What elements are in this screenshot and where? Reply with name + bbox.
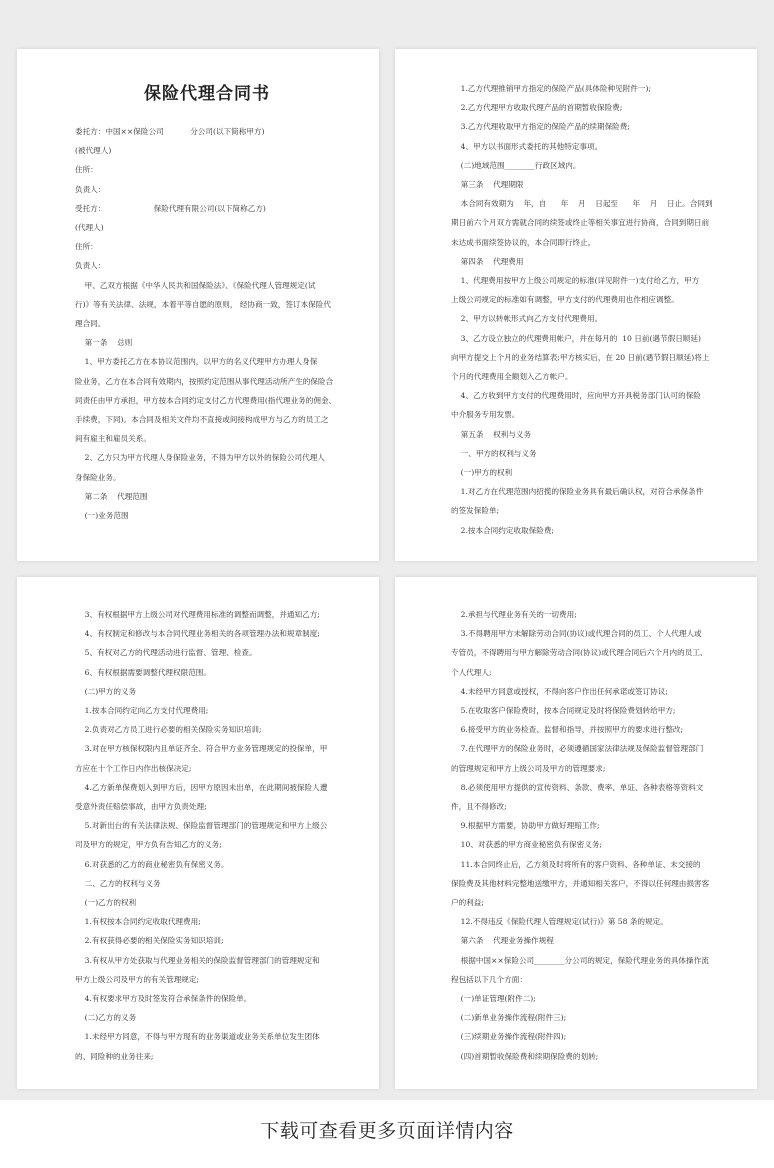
- body-line: 2.有权获得必要的相关保险实务知识培训;: [75, 936, 224, 946]
- section-heading: 第三条 代理期限: [451, 180, 524, 190]
- body-line: 7.在代理甲方的保险业务时，必须遵循国家法律法规及保险监督管理部门: [451, 744, 704, 754]
- body-line: 1.对乙方在代理范围内招揽的保险业务具有最后确认权，对符合承保条件: [451, 487, 704, 497]
- body-line: 5.对新出台的有关法律法规、保险监督管理部门的管理规定和甲方上级公: [75, 821, 328, 831]
- body-line: 的管理规定和甲方上级公司及甲方的管理要求;: [451, 763, 606, 773]
- body-line: 负责人：: [75, 261, 106, 271]
- body-line: 行)》等有关法律、法规，本着平等自愿的原则， 经协商一致，签订本保险代: [75, 299, 331, 309]
- body-line: 2、乙方只为甲方代理人身保险业务，不得为甲方以外的保险公司代理人: [75, 453, 325, 463]
- body-line: 11.本合同终止后，乙方须及时将所有的客户资料、各种单证、未交接的: [451, 859, 701, 869]
- body-line: 件，且不得修改;: [451, 802, 507, 812]
- body-line: 户的利益;: [451, 898, 484, 908]
- body-line: (二)新单业务操作流程(附件三);: [451, 1013, 567, 1023]
- page-3-body: [75, 605, 347, 1066]
- page-1-body: [75, 122, 347, 525]
- body-line: (一)甲方的权利: [451, 468, 513, 478]
- body-line: (代理人): [75, 223, 104, 233]
- body-line: 住所：: [75, 165, 98, 175]
- body-line: 同责任由甲方承担，甲方按本合同约定支付乙方代理费用(指代理业务的佣金、: [75, 395, 337, 405]
- body-line: 2、甲方以转帐形式向乙方支付代理费用。: [451, 314, 603, 324]
- body-line: 个人代理人;: [451, 667, 492, 677]
- section-heading: 第五条 权利与义务: [451, 429, 532, 439]
- body-line: (三)续期业务操作流程(附件四);: [451, 1032, 567, 1042]
- page-4-body: [451, 605, 717, 1066]
- body-line: 上级公司规定的标准如有调整，甲方支付的代理费用也作相应调整。: [451, 295, 679, 305]
- body-line: 住所：: [75, 242, 98, 252]
- section-heading: 第一条 总则: [75, 338, 133, 348]
- body-line: 中介服务专用发票。: [451, 410, 520, 420]
- body-line: 4、乙方收到甲方支付的代理费用时，应向甲方开具税务部门认可的保险: [451, 391, 701, 401]
- body-line: 3.不得聘用甲方未解除劳动合同(协议)或代理合同的员工、个人代理人或: [451, 629, 702, 639]
- body-line: 的签发保险单;: [451, 506, 500, 516]
- body-line: 8.必须使用甲方提供的宣传资料、条款、费率、单证、各种表格等资料文: [451, 782, 704, 792]
- body-line: (被代理人): [75, 146, 112, 156]
- body-line: (一)单证管理(附件二);: [451, 994, 536, 1004]
- body-line: 方应在十个工作日内作出核保决定;: [75, 763, 192, 773]
- body-line: 6、有权根据需要调整代理权限范围。: [75, 667, 211, 677]
- body-line: 受托方： 保险代理有限公司(以下简称乙方): [75, 203, 266, 213]
- body-line: 6.对获悉的乙方的商业秘密负有保密义务。: [75, 859, 229, 869]
- body-line: 1、代理费用按甲方上级公司规定的标准(详见附件一)支付给乙方，甲方: [451, 276, 700, 286]
- body-line: 手续费，下同)。本合同及相关文件均不直接或间接构成甲方与乙方的员工之: [75, 415, 329, 425]
- body-line: 个月的代理费用全额划入乙方帐户。: [451, 372, 573, 382]
- body-line: 根据中国××保险公司________分公司的规定，保险代理业务的具体操作流: [451, 955, 709, 965]
- body-line: 3.乙方代理收取甲方指定的保险产品的续期保险费;: [451, 122, 630, 132]
- body-line: 甲方上级公司及甲方的有关管理规定;: [75, 974, 200, 984]
- body-line: 未达成书面续签协议的，本合同即行终止。: [451, 237, 596, 247]
- page-2-body: [451, 79, 717, 540]
- document-page-3: [17, 577, 379, 1089]
- body-line: 期日前六个月双方需就合同的续签或终止等相关事宜进行协商，合同到期日前: [451, 218, 710, 228]
- body-line: 一、甲方的权利与义务: [451, 448, 537, 458]
- body-line: (二)甲方的义务: [75, 686, 137, 696]
- section-heading: 第二条 代理范围: [75, 491, 148, 501]
- body-line: 受意外责任赔偿事故，由甲方负责处理;: [75, 802, 207, 812]
- body-line: 保险费及其他材料完整地送缴甲方，并通知相关客户，不得以任何理由损害客: [451, 878, 710, 888]
- body-line: 负责人：: [75, 184, 106, 194]
- document-title: 保险代理合同书: [144, 84, 270, 104]
- body-line: 1、甲方委托乙方在本协议范围内，以甲方的名义代理甲方办理人身保: [75, 357, 318, 367]
- body-line: 程包括以下几个方面：: [451, 974, 527, 984]
- document-page-4: [395, 577, 757, 1089]
- body-line: 3、有权根据甲方上级公司对代理费用标准的调整而调整，并通知乙方;: [75, 610, 320, 619]
- body-line: 1.按本合同约定向乙方支付代理费用;: [75, 706, 209, 716]
- body-line: 甲、乙双方根据《中华人民共和国保险法》、《保险代理人管理规定(试: [75, 280, 316, 290]
- body-line: (四)首期暂收保险费和续期保险费的划转;: [451, 1051, 599, 1061]
- body-line: 向甲方提交上个月的业务结算表;甲方核实后，在 20 日前(遇节假日顺延)将上: [451, 352, 710, 362]
- body-line: 的、同险种的业务往来;: [75, 1051, 154, 1061]
- body-line: (一)业务范围: [75, 511, 129, 521]
- body-line: 9.根据甲方需要，协助甲方做好理赔工作;: [451, 821, 600, 831]
- section-heading: 第六条 代理业务操作规程: [451, 936, 554, 946]
- body-line: 2.负责对乙方员工进行必要的相关保险实务知识培训;: [75, 725, 262, 735]
- body-line: 1.有权按本合同约定收取代理费用;: [75, 917, 201, 927]
- body-line: 5.在收取客户保险费时，按本合同规定及时将保险费划转给甲方;: [451, 706, 676, 716]
- document-page-1: [17, 49, 379, 561]
- document-page-2: [395, 49, 757, 561]
- body-line: 2.按本合同约定收取保险费;: [451, 525, 554, 535]
- body-line: 3、乙方设立独立的代理费用帐户，并在每月的 10 日前(遇节假日顺延): [451, 333, 701, 343]
- download-banner: [0, 1100, 774, 1168]
- body-line: 5、有权对乙方的代理活动进行监督、管理、检查。: [75, 648, 257, 658]
- body-line: 4、有权制定和修改与本合同代理业务相关的各项管理办法和规章制度;: [75, 629, 320, 639]
- body-line: 险业务，乙方在本合同有效期内，按照约定范围从事代理活动所产生的保险合: [75, 376, 334, 386]
- body-line: 3.对在甲方核保权限内且单证齐全、符合甲方业务管理规定的投保单，甲: [75, 744, 328, 754]
- download-more-text[interactable]: 下载可查看更多页面详情内容: [260, 1120, 514, 1142]
- section-heading: 二、乙方的权利与义务: [75, 878, 161, 888]
- body-line: 理合同。: [75, 319, 106, 329]
- body-line: 4.未经甲方同意或授权，不得向客户作出任何承诺或签订协议;: [451, 686, 668, 696]
- section-heading: 第四条 代理费用: [451, 256, 524, 266]
- body-line: 2.乙方代理甲方收取代理产品的首期暂收保险费;: [451, 103, 623, 113]
- body-line: 身保险业务。: [75, 472, 121, 482]
- body-line: 10、对获悉的甲方商业秘密负有保密义务;: [451, 840, 602, 850]
- body-line: 司及甲方的规定，甲方负有告知乙方的义务;: [75, 840, 222, 850]
- body-line: (二)乙方的义务: [75, 1013, 137, 1023]
- body-line: 专管员，不得聘用与甲方解除劳动合同(协议)或代理合同后六个月内的员工、: [451, 648, 708, 658]
- body-line: 3.有权从甲方处获取与代理业务相关的保险监督管理部门的管理规定和: [75, 955, 320, 965]
- body-line: 本合同有效期为 年，自 年 月 日起至 年 月 日止。合同到: [451, 199, 713, 209]
- body-line: (一)乙方的权利: [75, 898, 137, 908]
- body-line: 间有雇主和雇员关系。: [75, 434, 151, 444]
- body-line: 4.乙方新单保费划入到甲方后，因甲方原因未出单，在此期间被保险人遭: [75, 782, 328, 792]
- body-line: 4.有权要求甲方及时签发符合承保条件的保险单。: [75, 994, 252, 1004]
- body-line: 1.乙方代理推销甲方指定的保险产品(具体险种见附件一);: [451, 84, 652, 93]
- body-line: 6.接受甲方的业务检查、监督和指导，并按照甲方的要求进行整改;: [451, 725, 684, 735]
- body-line: 2.承担与代理业务有关的一切费用;: [451, 610, 577, 619]
- body-line: 1.未经甲方同意，不得与甲方现有的业务渠道或业务关系单位发生团体: [75, 1032, 320, 1042]
- body-line: 12.不得违反《保险代理人管理规定(试行)》第 58 条的规定。: [451, 917, 668, 927]
- body-line: (二)地域范围________行政区域内。: [451, 160, 581, 170]
- body-line: 委托方：中国××保险公司 分公司(以下简称甲方): [75, 127, 265, 136]
- body-line: 4、甲方以书面形式委托的其他特定事项。: [451, 141, 603, 151]
